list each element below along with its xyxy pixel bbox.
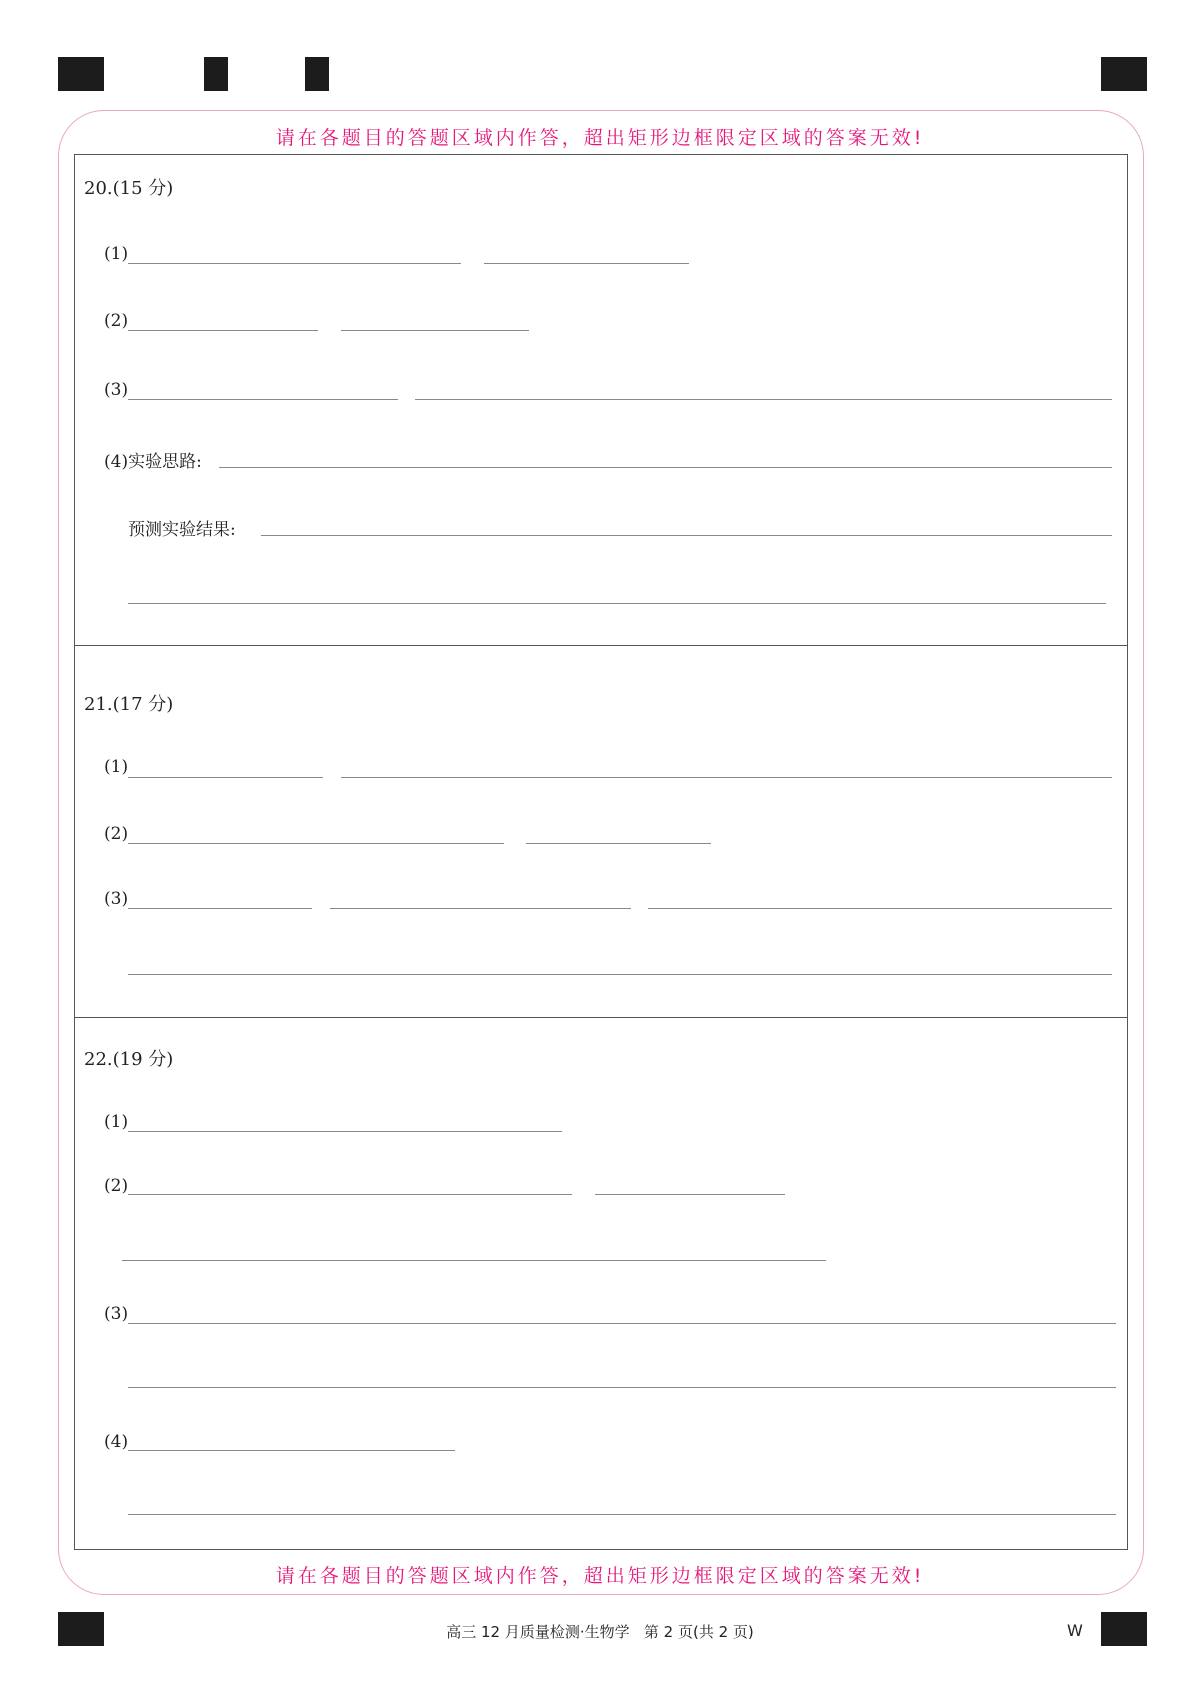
q20-part2-label: (2) (104, 311, 129, 331)
question-20-title: 20.(15 分) (84, 178, 174, 199)
page-footer: 高三 12 月质量检测·生物学 第 2 页(共 2 页) (446, 1623, 754, 1641)
answer-line[interactable] (128, 1514, 1116, 1515)
answer-line[interactable] (526, 843, 711, 844)
answer-line[interactable] (261, 535, 1112, 536)
answer-line[interactable] (128, 974, 1112, 975)
answer-line[interactable] (330, 908, 631, 909)
answer-line[interactable] (128, 603, 1106, 604)
answer-line[interactable] (128, 1450, 455, 1451)
answer-line[interactable] (128, 1194, 572, 1195)
answer-line[interactable] (128, 777, 323, 778)
answer-line[interactable] (595, 1194, 785, 1195)
answer-line[interactable] (128, 908, 312, 909)
top-notice: 请在各题目的答题区域内作答，超出矩形边框限定区域的答案无效! (275, 127, 925, 149)
section-divider-2 (74, 1017, 1128, 1018)
answer-line[interactable] (484, 263, 689, 264)
alignment-mark-top-left (58, 57, 104, 91)
answer-line[interactable] (219, 467, 1112, 468)
answer-line[interactable] (122, 1260, 826, 1261)
q21-part1-label: (1) (104, 757, 129, 777)
alignment-mark-top-right (1101, 57, 1147, 91)
q20-prediction-label: 预测实验结果: (128, 520, 236, 540)
question-21-title: 21.(17 分) (84, 694, 174, 715)
q22-part2-label: (2) (104, 1176, 129, 1196)
question-22-title: 22.(19 分) (84, 1049, 174, 1070)
alignment-mark-top-2 (204, 57, 228, 91)
answer-line[interactable] (341, 330, 529, 331)
answer-line[interactable] (128, 1131, 562, 1132)
q21-part2-label: (2) (104, 824, 129, 844)
answer-line[interactable] (128, 843, 504, 844)
q22-part1-label: (1) (104, 1112, 129, 1132)
q20-part4-label: (4)实验思路: (104, 452, 202, 472)
answer-line[interactable] (341, 777, 1112, 778)
answer-line[interactable] (128, 399, 398, 400)
q20-part1-label: (1) (104, 244, 129, 264)
q22-part3-label: (3) (104, 1304, 129, 1324)
version-code: W (1067, 1621, 1083, 1640)
section-divider-1 (74, 645, 1128, 646)
alignment-mark-top-3 (305, 57, 329, 91)
answer-line[interactable] (128, 1387, 1116, 1388)
q22-part4-label: (4) (104, 1432, 129, 1452)
answer-line[interactable] (128, 263, 461, 264)
answer-box (74, 154, 1128, 1550)
answer-line[interactable] (128, 1323, 1116, 1324)
answer-line[interactable] (648, 908, 1112, 909)
q21-part3-label: (3) (104, 889, 129, 909)
bottom-notice: 请在各题目的答题区域内作答，超出矩形边框限定区域的答案无效! (275, 1565, 925, 1587)
answer-line[interactable] (415, 399, 1112, 400)
answer-line[interactable] (128, 330, 318, 331)
q20-part3-label: (3) (104, 380, 129, 400)
